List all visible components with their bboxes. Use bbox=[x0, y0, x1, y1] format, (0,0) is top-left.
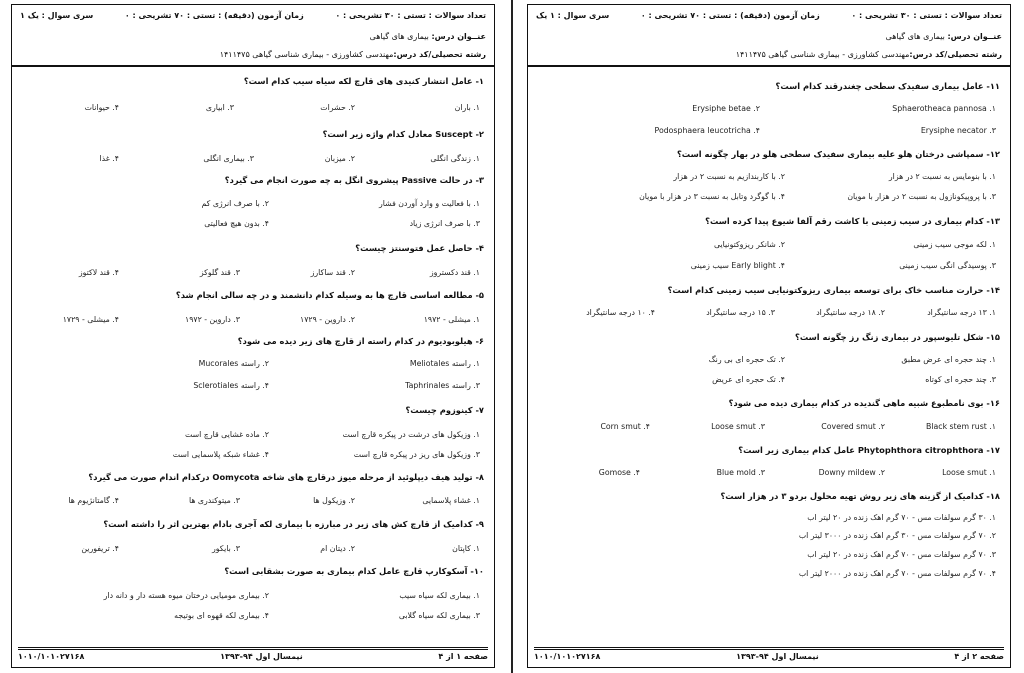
exam-code: ۱۰۱۰/۱۰۱۰۲۷۱۶۸ bbox=[18, 652, 85, 661]
option[interactable]: ۴. تریفورین bbox=[81, 544, 119, 553]
question-1: ۱- عامل انتشار کنیدی های قارچ لکه سیاه سیب کدام است؟ bbox=[243, 76, 484, 86]
option[interactable]: ۴. راسته Sclerotiales bbox=[193, 381, 269, 390]
exam-time: زمان آزمون (دقیقه) : تستی : ۷۰ تشریحی : ۰ bbox=[640, 11, 820, 20]
series-label: سری سوال : ۱ یک bbox=[536, 11, 610, 20]
option[interactable]: ۴. ۱۰ درجه سانتیگراد bbox=[586, 308, 655, 317]
exam-header bbox=[528, 5, 1010, 67]
option[interactable]: ۲. حشرات bbox=[320, 103, 355, 112]
option[interactable]: ۱. قند دکستروز bbox=[429, 268, 480, 277]
option[interactable]: ۱. لکه موجی سیب زمینی bbox=[913, 240, 996, 249]
exam-page-1 bbox=[11, 4, 495, 668]
option[interactable]: ۱. زندگی انگلی bbox=[430, 154, 480, 163]
option[interactable]: ۳. Erysiphe necator bbox=[920, 126, 996, 135]
option[interactable]: ۲. Covered smut bbox=[821, 422, 885, 431]
option[interactable]: ۱. باران bbox=[454, 103, 480, 112]
question-18: ۱۸- کدامیک از گزینه های زیر روش تهیه محلول بردو ۳ در هزار است؟ bbox=[720, 491, 1000, 501]
major-value: مهندسی کشاورزی - بیماری شناسی گیاهی ۱۴۱۱۴۷۵ bbox=[735, 50, 910, 59]
question-11: ۱۱- عامل بیماری سفیدک سطحی چغندرقند کدام است؟ bbox=[775, 81, 1000, 91]
question-15: ۱۵- شکل تلیوسپور در بیماری زنگ رز چگونه است؟ bbox=[795, 332, 1000, 342]
option[interactable]: ۴. حیوانات bbox=[84, 103, 119, 112]
question-6: ۶- هیلوبودیوم در کدام راسته از قارچ های زیر دیده می شود؟ bbox=[237, 336, 484, 346]
option[interactable]: ۴. با گوگرد وتابل به نسبت ۳ در هزار با مویان bbox=[639, 192, 785, 201]
question-14: ۱۴- حرارت مناسب خاک برای توسعه بیماری ریزوکتونیایی سیب زمینی کدام است؟ bbox=[667, 285, 1000, 295]
option[interactable]: ۴. Early blight سیب زمینی bbox=[690, 261, 785, 270]
option[interactable]: ۲. راسته Mucorales bbox=[198, 359, 269, 368]
option[interactable]: ۱. Loose smut bbox=[942, 468, 996, 477]
option[interactable]: ۲. بیماری مومیایی درختان میوه هسته دار و دانه دار bbox=[103, 591, 269, 600]
option[interactable]: ۳. بایکور bbox=[212, 544, 240, 553]
option[interactable]: ۲. شانکر ریزوکتونیایی bbox=[714, 240, 785, 249]
course-value: بیماری های گیاهی bbox=[885, 32, 945, 41]
question-12: ۱۲- سمپاشی درختان هلو علیه بیماری سفیدک سطحی هلو در بهار چگونه است؟ bbox=[676, 149, 1000, 159]
option[interactable]: ۲. ۱۸ درجه سانتیگراد bbox=[816, 308, 885, 317]
question-count: تعداد سوالات : تستی : ۳۰ تشریحی : ۰ bbox=[851, 11, 1002, 20]
option[interactable]: ۳. ۱۵ درجه سانتیگراد bbox=[706, 308, 775, 317]
option[interactable]: ۳. میتوکندری ها bbox=[188, 496, 240, 505]
option[interactable]: ۳. داروین - ۱۹۷۲ bbox=[185, 315, 240, 324]
option[interactable]: ۴. Gomose bbox=[598, 468, 640, 477]
option[interactable]: ۴. گامتانژیوم ها bbox=[68, 496, 119, 505]
option[interactable]: ۲. داروین - ۱۷۲۹ bbox=[300, 315, 355, 324]
question-16: ۱۶- بوی نامطبوع شبیه ماهی گندیده در کدام بیماری دیده می شود؟ bbox=[728, 398, 1000, 408]
exam-code: ۱۰۱۰/۱۰۱۰۲۷۱۶۸ bbox=[534, 652, 601, 661]
option[interactable]: ۳. پوسیدگی انگی سیب زمینی bbox=[899, 261, 996, 270]
option[interactable]: ۴. Podosphaera leucotricha bbox=[654, 126, 760, 135]
option[interactable]: ۳. بیماری لکه سیاه گلابی bbox=[398, 611, 480, 620]
question-8: ۸- تولید هیف دیپلوئید از مرحله میوز درقارچ های شاخه Oomycota درکدام اندام صورت می گیرد؟ bbox=[88, 472, 484, 482]
question-9: ۹- کدامیک از قارچ کش های زیر در مبارزه با بیماری لکه آجری بادام بهترین اثر را داشته است؟ bbox=[103, 519, 484, 529]
major-label: رشته تحصیلی/کد درس: bbox=[393, 50, 486, 59]
option[interactable]: ۲. با صرف انرژی کم bbox=[201, 199, 269, 208]
page-number: صفحه ۲ از ۴ bbox=[954, 652, 1004, 661]
option[interactable]: ۴. قند لاکتوز bbox=[78, 268, 119, 277]
option[interactable]: ۱. Black stem rust bbox=[925, 422, 996, 431]
course-label: عنــوان درس: bbox=[431, 32, 486, 41]
option[interactable]: ۴. تک حجره ای عریض bbox=[712, 375, 785, 384]
option[interactable]: ۲. با کاربندازیم به نسبت ۲ در هزار bbox=[673, 172, 785, 181]
page-footer bbox=[534, 647, 1004, 661]
question-7: ۷- کینوزوم چیست؟ bbox=[405, 405, 484, 415]
question-2: ۲- Suscept معادل کدام واژه زیر است؟ bbox=[322, 129, 484, 139]
option[interactable]: ۳. ۷۰ گرم سولفات مس - ۷۰ گرم اهک زنده در ۲۰ لیتر اب bbox=[807, 550, 996, 559]
option[interactable]: ۱. Sphaerotheaca pannosa bbox=[892, 104, 996, 113]
option[interactable]: ۲. تک حجره ای بی رنگ bbox=[708, 355, 785, 364]
series-label: سری سوال : یک ۱ bbox=[20, 11, 94, 20]
major-value: مهندسی کشاورزی - بیماری شناسی گیاهی ۱۴۱۱۴۷۵ bbox=[219, 50, 394, 59]
option[interactable]: ۱. چند حجره ای عرض مطبق bbox=[901, 355, 996, 364]
option[interactable]: ۳. Blue mold bbox=[716, 468, 765, 477]
question-4: ۴- حاصل عمل فتوسنتز چیست؟ bbox=[355, 243, 484, 253]
question-10: ۱۰- آسکوکارپ قارچ عامل کدام بیماری به صورت بشقابی است؟ bbox=[224, 566, 484, 576]
option[interactable]: ۱. با فعالیت و وارد آوردن فشار bbox=[379, 199, 480, 208]
option[interactable]: ۳. با صرف انرژی زیاد bbox=[409, 219, 480, 228]
option[interactable]: ۴. غشاء شبکه پلاسمایی است bbox=[172, 450, 269, 459]
option[interactable]: ۴. میشلی - ۱۷۲۹ bbox=[62, 315, 119, 324]
course-value: بیماری های گیاهی bbox=[369, 32, 429, 41]
question-5: ۵- مطالعه اساسی قارچ ها به وسیله کدام دانشمند و در چه سالی انجام شد؟ bbox=[175, 290, 484, 300]
option[interactable]: ۳. وزیکول های ریز در پیکره قارچ است bbox=[353, 450, 480, 459]
question-3: ۳- در حالت Passive پیشروی انگل به چه صورت انجام می گیرد؟ bbox=[224, 175, 484, 185]
course-label: عنــوان درس: bbox=[947, 32, 1002, 41]
option[interactable]: ۲. ۷۰ گرم سولفات مس - ۳۰ گرم اهک زنده در ۳۰۰۰ لیتر اب bbox=[798, 531, 996, 540]
option[interactable]: ۱. وزیکول های درشت در پیکره قارچ است bbox=[342, 430, 480, 439]
option[interactable]: ۲. ماده غشایی قارچ است bbox=[184, 430, 269, 439]
option[interactable]: ۱. با بنومایس به نسبت ۲ در هزار bbox=[888, 172, 996, 181]
option[interactable]: ۳. چند حجره ای کوتاه bbox=[925, 375, 996, 384]
option[interactable]: ۲. دیتان ام bbox=[320, 544, 355, 553]
page-separator bbox=[511, 0, 513, 673]
option[interactable]: ۱. بیماری لکه سیاه سیب bbox=[399, 591, 480, 600]
option[interactable]: ۲. Erysiphe betae bbox=[692, 104, 760, 113]
page-footer bbox=[18, 647, 488, 661]
exam-page-2 bbox=[527, 4, 1011, 668]
option[interactable]: ۴. ۷۰ گرم سولفات مس - ۷۰ گرم اهک زنده در ۲۰۰۰ لیتر اب bbox=[798, 569, 996, 578]
option[interactable]: ۲. وزیکول ها bbox=[313, 496, 355, 505]
option[interactable]: ۱. ۱۳ درجه سانتیگراد bbox=[927, 308, 996, 317]
option[interactable]: ۳. بیماری انگلی bbox=[203, 154, 254, 163]
option[interactable]: ۳. ابیاری bbox=[205, 103, 234, 112]
term-label: نیمسال اول ۹۴-۱۳۹۳ bbox=[736, 652, 819, 661]
exam-time: زمان آزمون (دقیقه) : تستی : ۷۰ تشریحی : ۰ bbox=[124, 11, 304, 20]
option[interactable]: ۳. با پروپیکونازول به نسبت ۲ در هزار با مویان bbox=[847, 192, 996, 201]
page-number: صفحه ۱ از ۴ bbox=[438, 652, 488, 661]
option[interactable]: ۱. راسته Meliotales bbox=[409, 359, 480, 368]
option[interactable]: ۳. قند گلوکز bbox=[199, 268, 240, 277]
question-17: ۱۷- Phytophthora citrophthora عامل کدام بیماری زیر است؟ bbox=[738, 445, 1000, 455]
option[interactable]: ۲. Downy mildew bbox=[818, 468, 885, 477]
term-label: نیمسال اول ۹۴-۱۳۹۳ bbox=[220, 652, 303, 661]
major-label: رشته تحصیلی/کد درس: bbox=[909, 50, 1002, 59]
option[interactable]: ۴. Corn smut bbox=[600, 422, 650, 431]
option[interactable]: ۳. Loose smut bbox=[711, 422, 765, 431]
option[interactable]: ۴. غذا bbox=[99, 154, 119, 163]
option[interactable]: ۱. ۳۰ گرم سولفات مس - ۷۰ گرم اهک زنده در ۲۰ لیتر اب bbox=[807, 513, 996, 522]
option[interactable]: ۴. بیماری لکه قهوه ای بوتیجه bbox=[174, 611, 269, 620]
option[interactable]: ۴. بدون هیچ فعالیتی bbox=[204, 219, 269, 228]
question-13: ۱۳- کدام بیماری در سیب زمینی با کاشت رقم آلفا شیوع پیدا کرده است؟ bbox=[705, 216, 1000, 226]
question-count: تعداد سوالات : تستی : ۳۰ تشریحی : ۰ bbox=[335, 11, 486, 20]
option[interactable]: ۳. راسته Taphrinales bbox=[405, 381, 480, 390]
option[interactable]: ۲. قند ساکارز bbox=[310, 268, 355, 277]
option[interactable]: ۱. کاپتان bbox=[452, 544, 480, 553]
exam-header bbox=[12, 5, 494, 67]
option[interactable]: ۱. غشاء پلاسمایی bbox=[422, 496, 480, 505]
option[interactable]: ۱. میشلی - ۱۹۷۲ bbox=[423, 315, 480, 324]
option[interactable]: ۲. میزبان bbox=[324, 154, 355, 163]
